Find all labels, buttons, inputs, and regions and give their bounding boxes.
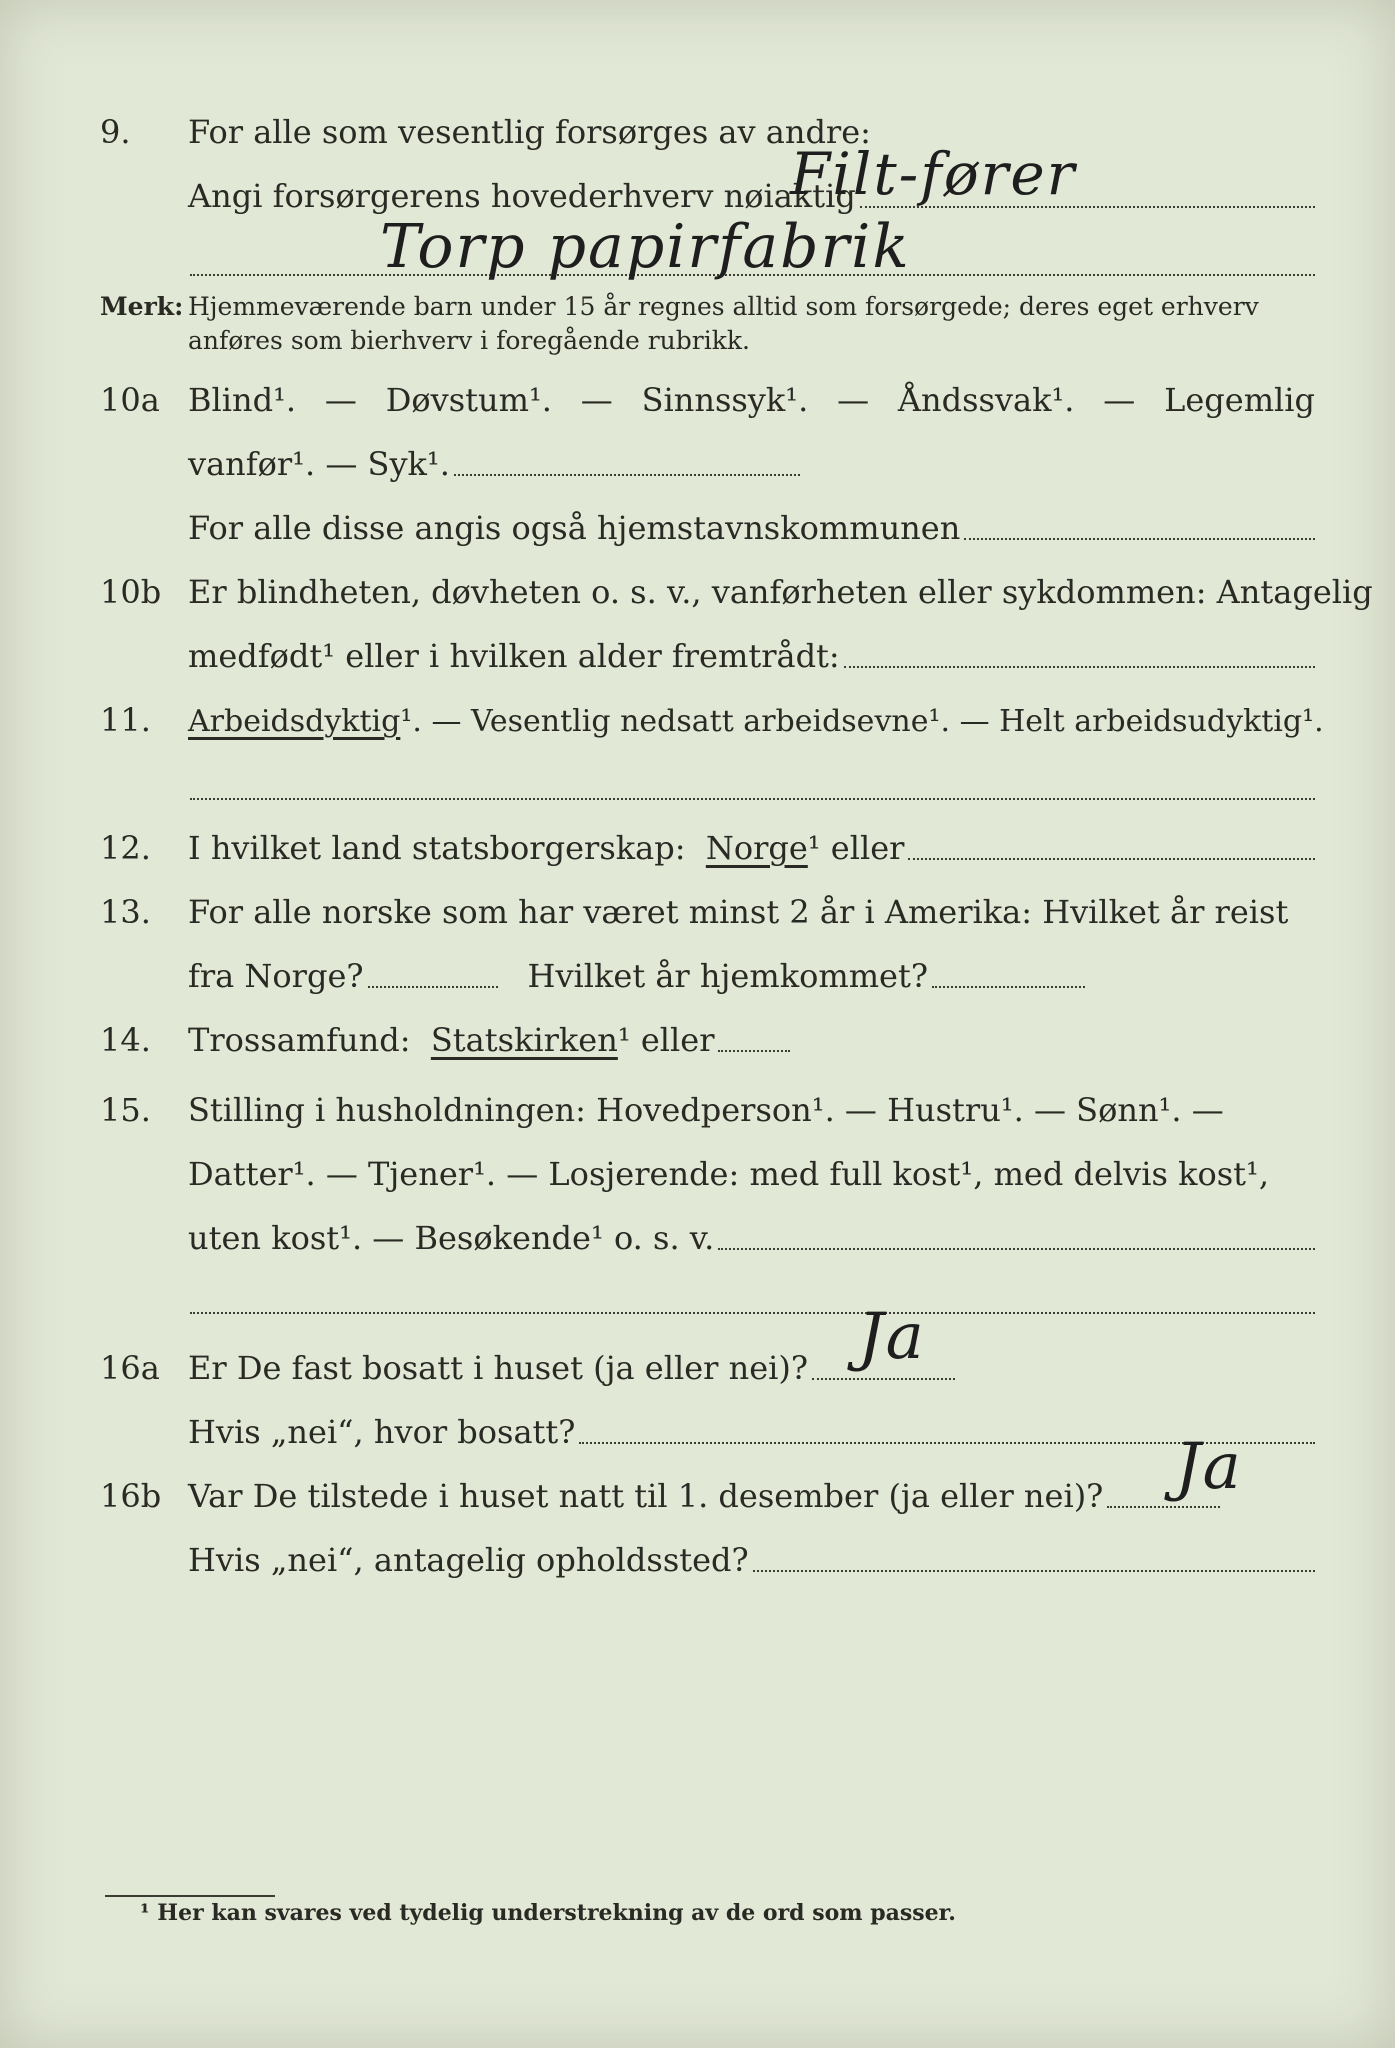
q10a-option-4: Sinnssyk¹. <box>641 381 809 419</box>
q13-text1: For alle norske som har været minst 2 år i Amerika: Hvilket år reist <box>188 893 1289 931</box>
q10b-number: 10b <box>100 573 162 611</box>
q15-number: 15. <box>100 1091 151 1129</box>
q10b-text2: medfødt¹ eller i hvilken alder fremtrådt: <box>188 637 840 675</box>
merk-text1: Hjemmeværende barn under 15 år regnes alltid som forsørgede; deres eget erhverv <box>188 292 1259 321</box>
q10b-text1: Er blindheten, døvheten o. s. v., vanførheten eller sykdommen: Antagelig <box>188 573 1373 611</box>
q9-line2 <box>100 176 1315 216</box>
q15-text3: uten kost¹. — Besøkende¹ o. s. v. <box>188 1219 715 1257</box>
q15-line3 <box>100 1218 1315 1258</box>
q9-text2: Angi forsørgerens hovederhverv nøiaktig <box>188 177 856 215</box>
q12-line1 <box>100 828 1315 868</box>
q16b-text2: Hvis „nei“, antagelig opholdssted? <box>188 1541 749 1579</box>
q16a-text2: Hvis „nei“, hvor bosatt? <box>188 1413 576 1451</box>
q10a-option-7: — <box>1103 381 1136 419</box>
q11-number: 11. <box>100 701 151 739</box>
q12-number: 12. <box>100 829 151 867</box>
q10a-option-0: Blind¹. <box>188 381 297 419</box>
q10a-line3 <box>100 508 1315 548</box>
q10a-options <box>188 380 1315 420</box>
q9-line1 <box>100 112 1315 152</box>
q13-line1 <box>100 892 1315 932</box>
q10a-line1 <box>100 380 1315 420</box>
q15-text2: Datter¹. — Tjener¹. — Losjerende: med full kost¹, med delvis kost¹, <box>188 1155 1270 1193</box>
q16b-line1 <box>100 1476 1220 1516</box>
q11-text: ¹. — Vesentlig nedsatt arbeidsevne¹. — Helt arbeidsudyktig¹. <box>400 704 1324 739</box>
q16b-handwritten-answer: Ja <box>1175 1430 1243 1504</box>
q10a-text3: For alle disse angis også hjemstavnskommunen <box>188 509 961 547</box>
q10b-line1 <box>100 572 1373 612</box>
q15-text1: Stilling i husholdningen: Hovedperson¹. — Hustru¹. — Sønn¹. — <box>188 1091 1224 1129</box>
q15-line1 <box>100 1090 1315 1130</box>
q13-text2b: Hvilket år hjemkommet? <box>527 957 928 995</box>
q16a-line1 <box>100 1348 955 1388</box>
q15-line2 <box>100 1154 1315 1194</box>
q16a-number: 16a <box>100 1349 160 1387</box>
q16b-text1: Var De tilstede i huset natt til 1. desember (ja eller nei)? <box>188 1477 1104 1515</box>
q14-text: Trossamfund: <box>188 1021 411 1059</box>
q16b-number: 16b <box>100 1477 162 1515</box>
q10a-option-2: Døvstum¹. <box>385 381 552 419</box>
q11-line1 <box>100 700 1324 742</box>
merk-line1 <box>100 290 1315 324</box>
merk-text2: anføres som bierhverv i foregående rubrikk. <box>188 326 750 355</box>
merk-label: Merk: <box>100 292 184 321</box>
q9-number: 9. <box>100 113 131 151</box>
q11-underlined-option: Arbeidsdyktig <box>188 704 401 739</box>
q13-text2a: fra Norge? <box>188 957 364 995</box>
q16a-line2 <box>100 1412 1315 1452</box>
q16a-handwritten-answer: Ja <box>858 1300 926 1374</box>
q14-underlined-option: Statskirken <box>430 1021 618 1059</box>
footnote: ¹ Her kan svares ved tydelig understrekning av de ord som passer. <box>140 1900 956 1926</box>
q12-underlined-option: Norge <box>705 829 808 867</box>
q10a-option-8: Legemlig <box>1164 381 1315 419</box>
q12-text: I hvilket land statsborgerskap: <box>188 829 686 867</box>
q9-handwritten-answer2: Torp papirfabrik <box>380 212 911 282</box>
q13-line2 <box>100 956 1085 996</box>
merk-line2 <box>100 324 1315 358</box>
q10a-number: 10a <box>100 381 160 419</box>
q16a-text1: Er De fast bosatt i huset (ja eller nei)? <box>188 1349 809 1387</box>
q14-text-post: ¹ eller <box>617 1021 715 1059</box>
q9-handwritten-answer1: Filt-fører <box>790 140 1077 208</box>
q10a-option-1: — <box>324 381 357 419</box>
q14-line1 <box>100 1020 790 1060</box>
q12-text-post: ¹ eller <box>807 829 905 867</box>
q10a-option-3: — <box>580 381 613 419</box>
q16b-line2 <box>100 1540 1315 1580</box>
footnote-rule <box>105 1895 275 1897</box>
q14-number: 14. <box>100 1021 151 1059</box>
q10a-option-5: — <box>837 381 870 419</box>
q10b-line2 <box>100 636 1315 676</box>
q13-number: 13. <box>100 893 151 931</box>
q10a-option-6: Åndssvak¹. <box>897 381 1075 419</box>
q10a-line2 <box>100 444 800 484</box>
q10a-text2: vanfør¹. — Syk¹. <box>188 445 450 483</box>
q9-text1: For alle som vesentlig forsørges av andre: <box>188 113 871 151</box>
